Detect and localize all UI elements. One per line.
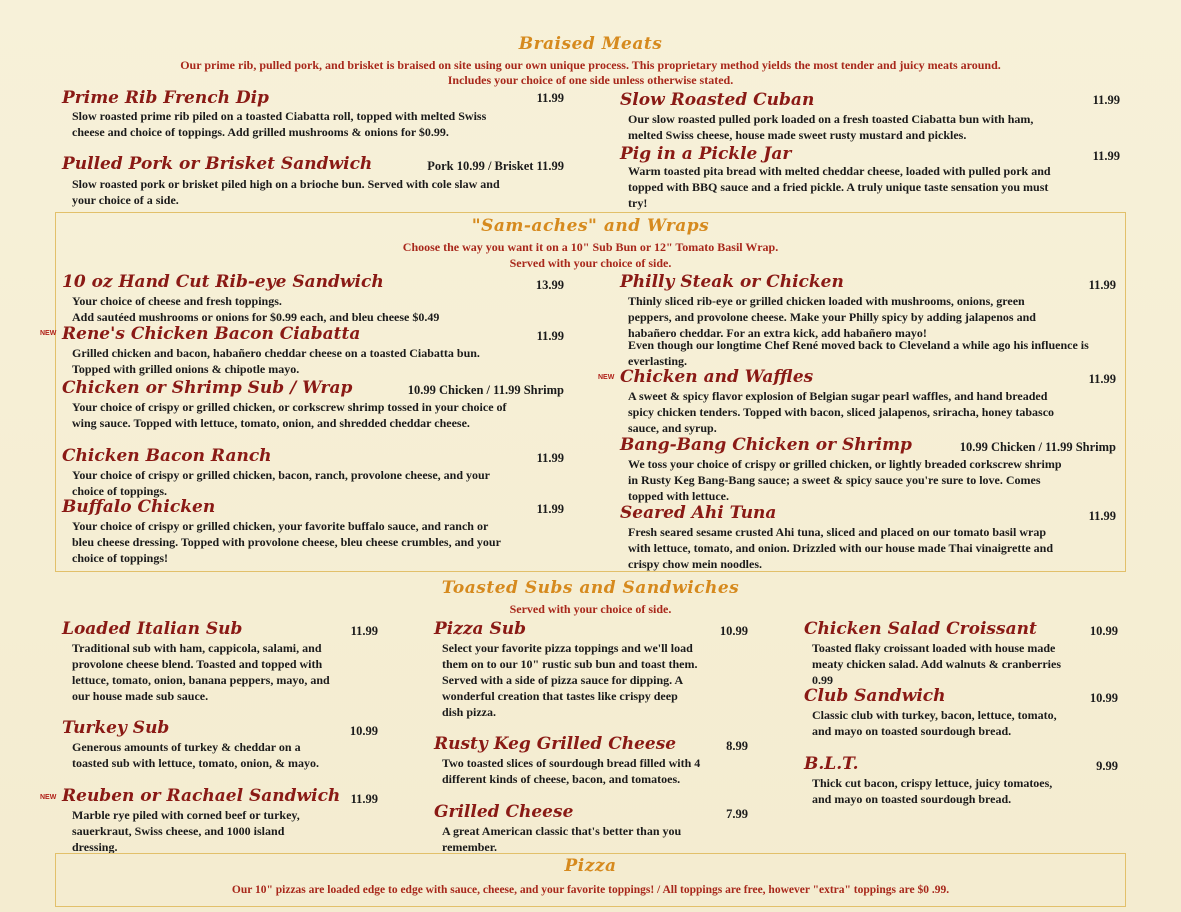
menu-item-price: 11.99	[1088, 509, 1116, 523]
menu-item-price: 8.99	[726, 739, 748, 753]
menu-item-price: 10.99	[1089, 624, 1118, 638]
menu-item-price: 10.99	[719, 624, 748, 638]
menu-item-name: Rene's Chicken Bacon Ciabatta	[62, 324, 361, 344]
pizza-section-title: Pizza	[564, 856, 617, 876]
menu-item-price: 11.99	[536, 502, 564, 516]
menu-item-price: 11.99	[536, 329, 564, 343]
menu-item-desc: Your choice of crispy or grilled chicken, or corkscrew shrimp tossed in your choice of wing sauce. Topped with lettuce, tomato, onion, and shredded cheddar cheese.	[72, 400, 507, 430]
menu-item-name: B.L.T.	[804, 754, 859, 774]
menu-item-name: Club Sandwich	[804, 686, 946, 706]
menu-item-desc: Thinly sliced rib-eye or grilled chicken loaded with mushrooms, onions, green peppers, and provolone cheese. Make your Philly spicy by adding jalapenos and habañero cheddar. For an extra kick, add habañero mayo!	[628, 294, 1036, 340]
menu-item-price: 11.99	[350, 792, 378, 806]
menu-item-desc: Grilled chicken and bacon, habañero cheddar cheese on a toasted Ciabatta bun. Topped with grilled onions & chipotle mayo.	[72, 346, 480, 376]
menu-item-price: 9.99	[1096, 759, 1118, 773]
menu-item-name: Pulled Pork or Brisket Sandwich	[62, 154, 373, 174]
menu-item-desc: Marble rye piled with corned beef or turkey, sauerkraut, Swiss cheese, and 1000 island dressing.	[72, 808, 300, 854]
menu-item-name: Philly Steak or Chicken	[620, 272, 844, 292]
menu-item-name: 10 oz Hand Cut Rib-eye Sandwich	[62, 272, 384, 292]
toasted-section-title: Toasted Subs and Sandwiches	[441, 578, 740, 598]
menu-item-desc: We toss your choice of crispy or grilled chicken, or lightly breaded corkscrew shrimp in Rusty Keg Bang-Bang sauce; a sweet & spicy sauce you're sure to love. Comes topped with lettuce.	[628, 457, 1062, 503]
toasted-side-note: Served with your choice of side.	[509, 602, 672, 616]
braised-section-title: Braised Meats	[518, 34, 663, 54]
menu-item-price: 11.99	[536, 91, 564, 105]
menu-item-desc: A great American classic that's better than you remember.	[442, 824, 682, 854]
braised-note: Our prime rib, pulled pork, and brisket is braised on site using our own unique process. This proprietary method yields the most tender and juicy meats around.	[180, 58, 1001, 72]
menu-item-desc: Fresh seared sesame crusted Ahi tuna, sliced and placed on our tomato basil wrap with lettuce, tomato, and onion. Drizzled with our house made Thai vinaigrette and crispy chow mein noodles.	[628, 525, 1054, 571]
menu-item-price: 10.99 Chicken / 11.99 Shrimp	[407, 383, 564, 397]
menu-item-name: Prime Rib French Dip	[62, 88, 269, 108]
menu-item-price: 11.99	[536, 451, 564, 465]
menu-item-desc: Toasted flaky croissant loaded with house made meaty chicken salad. Add walnuts & cranberries 0.99	[812, 641, 1061, 687]
new-badge: NEW	[598, 374, 615, 381]
menu-item-name: Buffalo Chicken	[62, 497, 216, 517]
pizza-note: Our 10" pizzas are loaded edge to edge with sauce, cheese, and your favorite toppings! / All toppings are free, however "extra" toppings are $0 .99.	[231, 884, 950, 896]
chef-note: Even though our longtime Chef René moved back to Cleveland a while ago his influence is everlasting.	[628, 338, 1089, 368]
menu-item-name: Reuben or Rachael Sandwich	[62, 786, 341, 806]
menu-item-price: 11.99	[350, 624, 378, 638]
menu-item-desc: Your choice of cheese and fresh toppings. Add sautéed mushrooms or onions for $0.99 each, and bleu cheese $0.49	[72, 294, 440, 324]
menu-item-desc: Your choice of crispy or grilled chicken, bacon, ranch, provolone cheese, and your choice of toppings.	[72, 468, 490, 498]
new-badge: NEW	[40, 794, 57, 801]
menu-item-price: 11.99	[1088, 278, 1116, 292]
menu-item-name: Rusty Keg Grilled Cheese	[434, 734, 677, 754]
menu-item-name: Loaded Italian Sub	[62, 619, 243, 639]
menu-item-price: 10.99	[349, 724, 378, 738]
menu-item-desc: Two toasted slices of sourdough bread filled with 4 different kinds of cheese, bacon, and tomatoes.	[442, 756, 701, 786]
menu-item-name: Chicken Salad Croissant	[804, 619, 1037, 639]
menu-item-desc: Slow roasted pork or brisket piled high on a brioche bun. Served with cole slaw and your choice of a side.	[72, 177, 500, 207]
menu-item-name: Pig in a Pickle Jar	[620, 144, 792, 164]
menu-item-desc: Your choice of crispy or grilled chicken, your favorite buffalo sauce, and ranch or bleu cheese dressing. Topped with provolone cheese, bleu cheese crumbles, and your choice of toppings!	[72, 519, 501, 565]
new-badge: NEW	[40, 330, 57, 337]
samaches-section-title: "Sam-aches" and Wraps	[471, 216, 710, 236]
menu-item-desc: Traditional sub with ham, cappicola, salami, and provolone cheese blend. Toasted and topped with lettuce, tomato, onion, banana peppers, mayo, and our house made sub sauce.	[72, 641, 330, 703]
menu-item-desc: Warm toasted pita bread with melted cheddar cheese, loaded with pulled pork and topped with BBQ sauce and a fried pickle. A truly unique taste sensation you must try!	[628, 164, 1051, 210]
menu-item-desc: Slow roasted prime rib piled on a toasted Ciabatta roll, topped with melted Swiss cheese and choice of toppings. Add grilled mushrooms & onions for $0.99.	[72, 109, 487, 139]
menu-item-price: 7.99	[726, 807, 748, 821]
menu-item-name: Slow Roasted Cuban	[620, 90, 815, 110]
menu-item-name: Chicken and Waffles	[620, 367, 814, 387]
menu-item-desc: Select your favorite pizza toppings and we'll load them on to our 10" rustic sub bun and toast them. Served with a side of pizza sauce for dipping. A wonderful creation that tastes like crispy deep dish pizza.	[442, 641, 698, 719]
menu-item-desc: A sweet & spicy flavor explosion of Belgian sugar pearl waffles, and hand breaded spicy chicken tenders. Topped with bacon, sliced jalapenos, sriracha, honey tabasco sauce, and syrup.	[628, 389, 1055, 435]
menu-item-name: Seared Ahi Tuna	[620, 503, 777, 523]
menu-item-price: 11.99	[1092, 149, 1120, 163]
menu-item-desc: Our slow roasted pulled pork loaded on a fresh toasted Ciabatta bun with ham, melted Swiss cheese, house made sweet rusty mustard and pickles.	[628, 112, 1034, 142]
menu-item-name: Chicken or Shrimp Sub / Wrap	[62, 378, 353, 398]
menu-item-desc: Classic club with turkey, bacon, lettuce, tomato, and mayo on toasted sourdough bread.	[812, 708, 1057, 738]
menu-item-price: 13.99	[535, 278, 564, 292]
braised-side-note: Includes your choice of one side unless otherwise stated.	[447, 73, 734, 87]
menu-item-price: 10.99	[1089, 691, 1118, 705]
menu-item-name: Grilled Cheese	[434, 802, 574, 822]
menu-item-price: 10.99 Chicken / 11.99 Shrimp	[959, 440, 1116, 454]
menu-item-desc: Generous amounts of turkey & cheddar on a toasted sub with lettuce, tomato, onion, & mayo.	[72, 740, 319, 770]
menu-item-name: Turkey Sub	[62, 718, 170, 738]
menu-item-price: 11.99	[1092, 93, 1120, 107]
menu-item-name: Bang-Bang Chicken or Shrimp	[620, 435, 912, 455]
samaches-side-note: Served with your choice of side.	[509, 256, 672, 270]
menu-item-name: Chicken Bacon Ranch	[62, 446, 272, 466]
menu-item-desc: Thick cut bacon, crispy lettuce, juicy tomatoes, and mayo on toasted sourdough bread.	[812, 776, 1053, 806]
samaches-note: Choose the way you want it on a 10" Sub Bun or 12" Tomato Basil Wrap.	[402, 240, 779, 254]
menu-item-price: 11.99	[1088, 372, 1116, 386]
menu-item-name: Pizza Sub	[434, 619, 527, 639]
menu-item-price: Pork 10.99 / Brisket 11.99	[427, 159, 564, 173]
